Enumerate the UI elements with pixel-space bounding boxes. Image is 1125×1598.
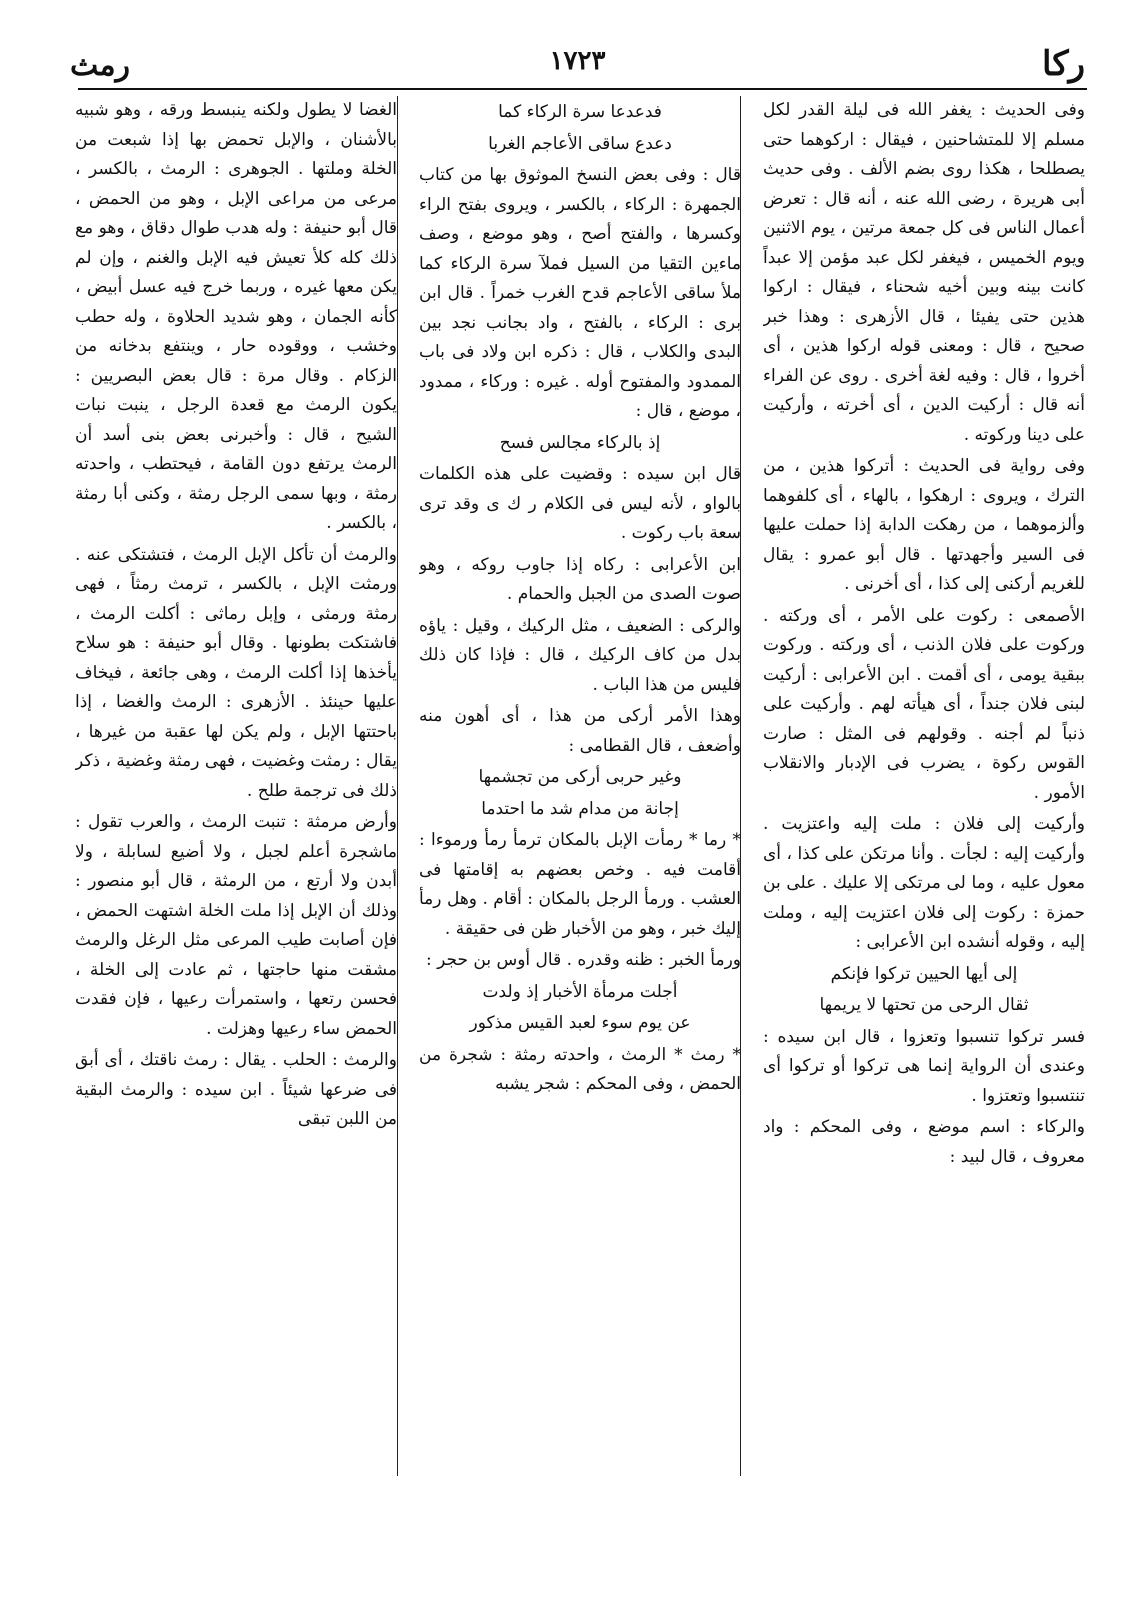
paragraph: والرمث أن تأكل الإبل الرمث ، فتشتكى عنه . ورمثت الإبل ، بالكسر ، ترمث رمثاً ، فهى رمثة ورمثى ، وإبل رماثى : أكلت الرمث ، فاشتكت بطونها . وقال أبو حنيفة : هو سلاح يأخذها إذا أكلت الرمث ، وهى جائعة ، فيخاف عليها حينئذ . الأزهرى : الرمث والغضا ، إذا باحتتها الإبل ، ولم يكن لها عقبة من غيرها ، يقال : رمثت وغضيت ، فهى رمثة وغضية ، ذكر ذلك فى ترجمة طلح . xyxy=(75,544,397,801)
verse-line: وغير حربى أركى من تجشمها xyxy=(478,767,682,787)
paragraph: وفى رواية فى الحديث : أتركوا هذين ، من الترك ، ويروى : ارهكوا ، بالهاء ، أى كلفوهما وألزموهما ، من رهكت الدابة إذا حملت عليها فى السير وأجهدتها . قال أبو عمرو : يقال للغريم أركنى إلى كذا ، أى أخرنى . xyxy=(763,456,1085,594)
verse-line: أجلت مرمأة الأخبار إذ ولدت xyxy=(482,981,678,1002)
paragraph: والركاء : اسم موضع ، وفى المحكم : واد معروف ، قال لبيد : xyxy=(763,1117,1085,1167)
page-header xyxy=(70,40,1085,90)
column-middle xyxy=(419,96,741,1476)
header-rule xyxy=(78,88,1087,90)
running-head-left: رمث xyxy=(70,48,131,83)
paragraph: الأصمعى : ركوت على الأمر ، أى وركته . وركوت على فلان الذنب ، أى وركته . وركوت ببقية يومى ، أى أقمت . ابن الأعرابى : أركيت لبنى فلان جنداً ، أى هيأته لهم . وأركيت على ذنباً لم أجنه . وقولهم فى المثل : صارت القوس ركوة ، يضرب فى الإدبار والانقلاب الأمور . xyxy=(763,605,1085,803)
paragraph: والركى : الضعيف ، مثل الركيك ، وقيل : ياؤه بدل من كاف الركيك ، قال : فإذا كان ذلك فليس من هذا الباب . xyxy=(419,615,741,695)
column-left xyxy=(75,96,397,1476)
paragraph: قال ابن سيده : وقضيت على هذه الكلمات بالواو ، لأنه ليس فى الكلام ر ك ى وقد ترى سعة باب ركوت . xyxy=(419,464,741,543)
paragraph: وأركيت إلى فلان : ملت إليه واعتزيت . وأركيت إليه : لجأت . وأنا مرتكن على كذا ، أى معول عليه ، وما لى مرتكى إلا عليك . على بن حمزة : ركوت إلى فلان اعتزيت إليه ، وملت إليه ، وقوله أنشده ابن الأعرابى : xyxy=(763,814,1085,952)
entry-rmth: * رمث * الرمث ، واحدته رمثة : شجرة من الحمض ، وفى المحكم : شجر يشبه xyxy=(419,1044,741,1094)
page-number: ١٧٢٣ xyxy=(549,46,606,76)
verse-line: دعدع ساقى الأعاجم الغربا xyxy=(488,133,672,154)
paragraph: الغضا لا يطول ولكنه ينبسط ورقه ، وهو شبيه بالأشنان ، والإبل تحمض بها إذا شبعت من الخلة وملتها . الجوهرى : الرمث ، بالكسر ، مرعى من مراعى الإبل ، وهو من الحمض ، قال أبو حنيفة : وله هدب طوال دقاق ، وهو مع ذلك كله كلأ تعيش فيه الإبل والغنم ، وإن لم يكن معها غيره ، وربما خرج فيه عسل أبيض ، كأنه الجمان ، وهو شديد الحلاوة ، وله حطب وخشب ، ووقوده حار ، وينتفع بدخانه من الزكام . وقال مرة : قال بعض البصريين : يكون الرمث مع قعدة الرجل ، ينبت نبات الشيح ، قال : وأخبرنى بعض بنى أسد أن الرمث يرتفع دون القامة ، فيحتطب ، واحدته رمثة ، وبها سمى الرجل رمثة ، وكنى أبا رمثة ، بالكسر . xyxy=(75,100,397,533)
paragraph: ابن الأعرابى : ركاه إذا جاوب روكه ، وهو صوت الصدى من الجبل والحمام . xyxy=(419,554,741,604)
paragraph: وفى الحديث : يغفر الله فى ليلة القدر لكل مسلم إلا للمتشاحنين ، فيقال : اركوهما حتى يصطلحا ، هكذا روى بضم الألف . وفى حديث أبى هريرة ، رضى الله عنه ، أنه قال : تعرض أعمال الناس فى كل جمعة مرتين ، يوم الاثنين ويوم الخميس ، فيغفر لكل عبد مؤمن إلا عبداً كانت بينه وبين أخيه شحناء ، فيقال : اركوا هذين حتى يفيئا ، قال الأزهرى : وهذا خبر صحيح ، قال : ومعنى قوله اركوا هذين ، أى أخروا ، قال : وفيه لغة أخرى . روى عن الفراء أنه قال : أركيت الدين ، أى أخرته ، وأركيت على دينا وركوته . xyxy=(763,100,1085,445)
verse-line: ثقال الرحى من تحتها لا يريمها xyxy=(819,995,1029,1015)
verse-line: إجانة من مدام شد ما احتدما xyxy=(481,798,679,819)
running-head-right: ركا xyxy=(1042,44,1085,84)
verse-line: إلى أيها الحيين تركوا فإنكم xyxy=(830,963,1018,984)
paragraph: قال : وفى بعض النسخ الموثوق بها من كتاب الجمهرة : الركاء ، بالكسر ، ويروى بفتح الراء وكسرها ، والفتح أصح ، وهو موضع ، وصف ماءين التقيا من السيل فملآ سرة الركاء كما ملأ ساقى الأعاجم قدح الغرب خمراً . قال ابن برى : الركاء ، بالفتح ، واد بجانب نجد بين البدى والكلاب ، قال : ذكره ابن ولاد فى باب الممدود والمفتوح أوله . غيره : وركاء ، ممدود ، موضع ، قال : xyxy=(419,165,741,421)
paragraph: فسر تركوا تنسبوا وتعزوا ، قال ابن سيده : وعندى أن الرواية إنما هى تركوا أو تركوا أى تنتسبوا وتعتزوا . xyxy=(763,1026,1085,1106)
verse-line: عن يوم سوء لعبد القيس مذكور xyxy=(469,1013,691,1033)
paragraph: وأرض مرمثة : تنبت الرمث ، والعرب تقول : ماشجرة أعلم لجبل ، ولا أضيع لسابلة ، ولا أبدن ولا أرتع ، من الرمثة ، قال أبو منصور : وذلك أن الإبل إذا ملت الخلة اشتهت الحمض ، فإن أصابت طيب المرعى مثل الرغل والرمث مشقت منها حاجتها ، ثم عادت إلى الخلة ، فحسن رتعها ، واستمرأت رعيها ، فإن فقدت الحمض ساء رعيها وهزلت . xyxy=(75,812,397,1039)
paragraph: ورمأ الخبر : ظنه وقدره . قال أوس بن حجر : xyxy=(425,950,741,970)
column-right xyxy=(763,96,1085,1476)
paragraph: وهذا الأمر أركى من هذا ، أى أهون منه وأضعف ، قال القطامى : xyxy=(419,706,741,756)
paragraph: والرمث : الحلب . يقال : رمث ناقتك ، أى أبق فى ضرعها شيئاً . ابن سيده : والرمث البقية من اللبن تبقى xyxy=(75,1050,397,1129)
entry-rma: * رما * رمأت الإبل بالمكان ترمأ رمأ ورموءا : أقامت فيه . وخص بعضهم به إقامتها فى العشب . ورمأ الرجل بالمكان : أقام . وهل رمأ إليك خبر ، وهو من الأخبار ظن فى حقيقة . xyxy=(419,830,741,939)
column-divider xyxy=(397,96,398,1476)
verse-line: فدعدعا سرة الركاء كما xyxy=(498,102,662,122)
verse-line: إذ بالركاء مجالس فسح xyxy=(499,432,661,453)
